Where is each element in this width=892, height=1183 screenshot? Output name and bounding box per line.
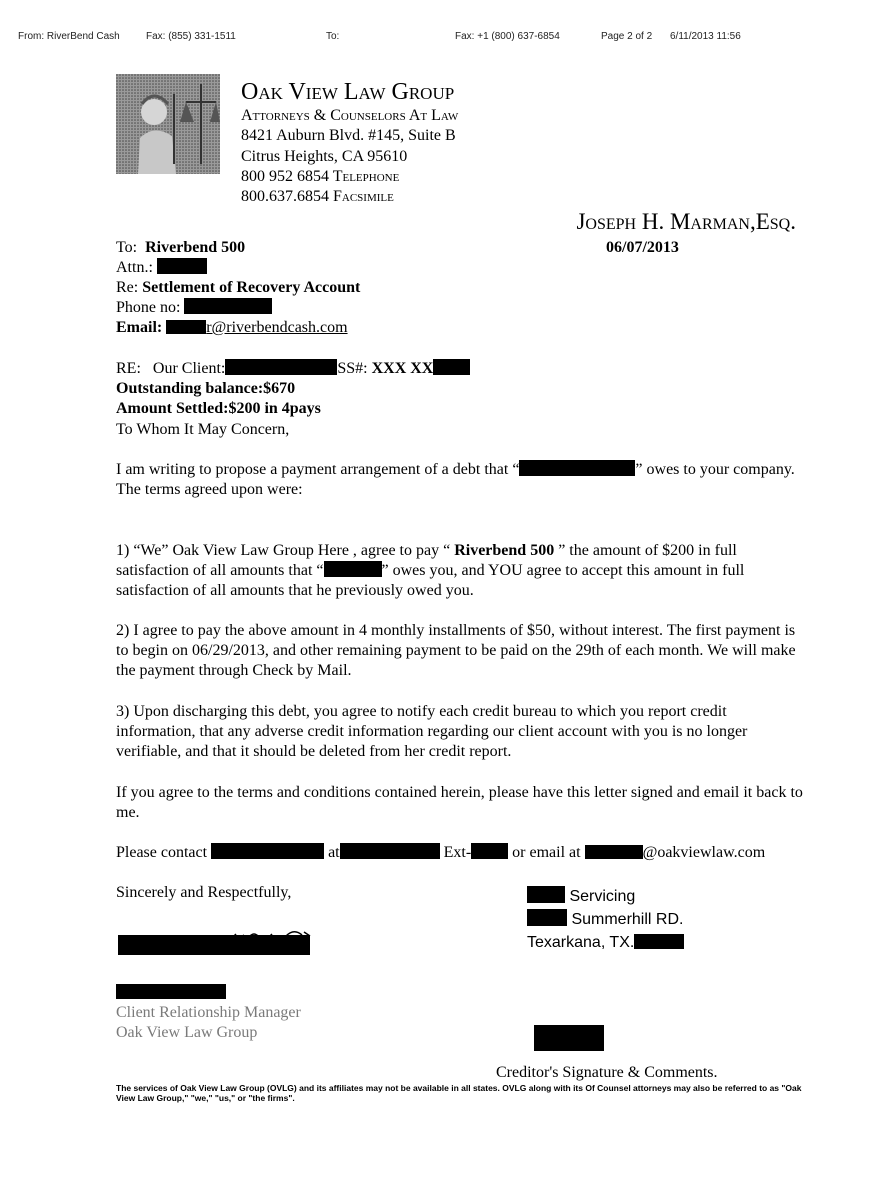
client-re-label: RE:	[116, 360, 141, 377]
redaction	[184, 298, 272, 314]
intro-text-2: ” owes to your company.	[635, 461, 795, 478]
redaction	[433, 359, 470, 375]
creditor-signature-label: Creditor's Signature & Comments.	[496, 1064, 718, 1081]
term-3: 3) Upon discharging this debt, you agree to notify each credit bureau to which you report credit information, that any adverse credit information regarding our client account with you is no longer verifiable, and that it should be deleted from her credit report.	[116, 703, 748, 760]
signer-firm: Oak View Law Group	[116, 1024, 258, 1041]
term-1-text-a: 1) “We” Oak View Law Group Here , agree to pay “	[116, 542, 455, 559]
redaction	[634, 934, 684, 949]
salutation: To Whom It May Concern,	[116, 421, 290, 438]
client-label: Our Client:	[152, 360, 226, 377]
attorney-name: Joseph H. Marman,Esq.	[576, 209, 796, 234]
firm-address-line1: 8421 Auburn Blvd. #145, Suite B	[241, 127, 456, 144]
fax-to-number: Fax: +1 (800) 637-6854	[455, 31, 560, 42]
redaction	[225, 359, 337, 375]
contact-line	[116, 843, 765, 863]
firm-tagline: Attorneys & Counselors At Law	[241, 107, 459, 124]
creditor-line1-text: Servicing	[569, 888, 636, 905]
amount-settled: Amount Settled:$200 in 4pays	[116, 400, 321, 417]
redaction	[166, 320, 206, 334]
redaction	[340, 843, 440, 859]
term-1	[116, 541, 806, 601]
memo-to-value: Riverbend 500	[145, 239, 246, 256]
contact-at: at	[328, 844, 340, 861]
fax-to: To:	[326, 31, 340, 42]
term-1-text-c: ” the amount of $200 in full satisfaction of all amounts that “	[116, 542, 737, 579]
intro-text-1: I am writing to propose a payment arrangement of a debt that “	[116, 461, 520, 478]
fax-from-number: Fax: (855) 331-1511	[146, 31, 236, 42]
creditor-line3-text: Texarkana, TX.	[527, 934, 635, 951]
firm-name: Oak View Law Group	[241, 79, 455, 105]
memo-re-label: Re:	[116, 279, 139, 296]
fax-from: From: RiverBend Cash	[18, 31, 120, 42]
redaction	[157, 258, 207, 274]
term-1-creditor: Riverbend 500	[454, 542, 555, 559]
contact-email-text: or email at	[508, 844, 585, 861]
memo-re	[116, 278, 360, 298]
signature-scribble-icon	[228, 926, 318, 942]
fax-page: Page 2 of 2	[601, 31, 653, 42]
memo-attn-label: Attn.:	[116, 259, 153, 276]
memo-phone	[116, 298, 272, 318]
closing: Sincerely and Respectfully,	[116, 884, 292, 901]
term-1-text-d: ” owes you, and YOU agree to accept this amount in full satisfaction of all amounts that he previously owed you.	[116, 562, 745, 599]
firm-facsimile: 800.637.6854 Facsimile	[241, 188, 394, 205]
redaction	[211, 843, 324, 859]
contact-text: Please contact	[116, 844, 212, 861]
redaction	[527, 909, 567, 926]
client-line	[116, 359, 470, 379]
signer-title: Client Relationship Manager	[116, 1004, 301, 1021]
memo-attn	[116, 258, 207, 278]
firm-telephone: 800 952 6854 Telephone	[241, 168, 400, 185]
redaction	[471, 843, 508, 859]
memo-email-value: r@riverbendcash.com	[206, 319, 348, 336]
ssn-value: XXX XX	[371, 360, 434, 377]
memo-phone-label: Phone no:	[116, 299, 181, 316]
creditor-line1	[527, 886, 635, 907]
memo-email	[116, 318, 348, 338]
memo-email-label: Email:	[116, 319, 163, 336]
contact-ext: Ext-	[443, 844, 472, 861]
firm-address-line2: Citrus Heights, CA 95610	[241, 148, 408, 165]
firm-logo	[116, 74, 220, 174]
creditor-line2-text: Summerhill RD.	[571, 911, 684, 928]
creditor-line3	[527, 933, 684, 953]
outstanding-balance: Outstanding balance:$670	[116, 380, 296, 397]
contact-email-domain: @oakviewlaw.com	[642, 844, 766, 861]
redaction	[527, 886, 565, 903]
agree-paragraph: If you agree to the terms and conditions contained herein, please have this letter signed and email it back to me.	[116, 784, 803, 821]
redaction	[534, 1025, 604, 1051]
footer-disclaimer: The services of Oak View Law Group (OVLG) and its affiliates may not be available in all states. OVLG along with its Of Counsel attorneys may also be referred to as "Oak View Law Group," "we," "us," or "the firms".	[116, 1083, 802, 1103]
ssn-label: SS#:	[337, 360, 368, 377]
memo-to	[116, 238, 245, 258]
redaction	[116, 984, 226, 999]
intro-paragraph	[116, 460, 806, 500]
letter-date: 06/07/2013	[606, 239, 679, 256]
redaction	[519, 460, 635, 476]
redaction	[585, 845, 643, 859]
term-2: 2) I agree to pay the above amount in 4 monthly installments of $50, without interest. The first payment is to begin on 06/29/2013, and other remaining payment to be paid on the 29th of each month. We will make the payment through Check by Mail.	[116, 622, 796, 679]
creditor-line2	[527, 909, 683, 930]
memo-to-label: To:	[116, 239, 138, 256]
terms-intro: The terms agreed upon were:	[116, 481, 303, 498]
redaction	[324, 561, 382, 577]
fax-timestamp: 6/11/2013 11:56	[670, 31, 741, 42]
memo-re-value: Settlement of Recovery Account	[142, 279, 361, 296]
